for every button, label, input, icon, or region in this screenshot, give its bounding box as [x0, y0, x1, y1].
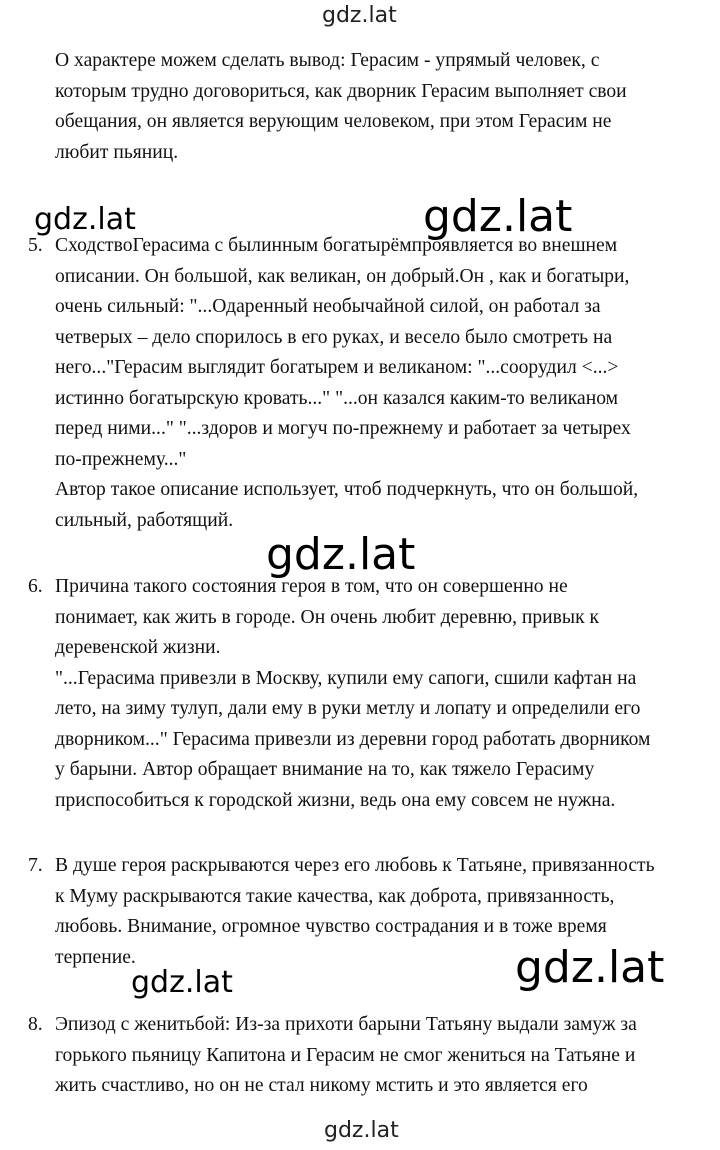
- text-line: перед ними..." "...здоров и могуч по-прежнему и работает за четырех: [55, 418, 631, 439]
- watermark-top: gdz.lat: [322, 3, 397, 28]
- text-line: истинно богатырскую кровать..." "...он казался каким-то великаном: [55, 387, 619, 409]
- item-number: 8.: [28, 1014, 43, 1035]
- watermark-mid-center: gdz.lat: [423, 191, 573, 242]
- watermark-center: gdz.lat: [266, 529, 416, 580]
- item-number: 5.: [28, 235, 43, 256]
- watermark-mid-left: gdz.lat: [34, 202, 136, 237]
- text-line: очень сильный: "...Одаренный необычайной силой, он работал за: [55, 296, 601, 317]
- intro-paragraph: [55, 46, 627, 168]
- text-line: которым трудно договориться, как дворник Герасим выполняет свои: [55, 80, 627, 102]
- text-line: горького пьяницу Капитона и Герасим не смог жениться на Татьяне и: [55, 1044, 636, 1066]
- text-line: "...Герасима привезли в Москву, купили ему сапоги, сшили кафтан на: [55, 667, 637, 689]
- text-line: Причина такого состояния героя в том, что он совершенно не: [55, 576, 568, 597]
- text-line: по-прежнему...": [55, 448, 187, 470]
- text-line: деревенской жизни.: [55, 637, 221, 658]
- text-line: терпение.: [55, 946, 136, 968]
- text-line: лето, на зиму тулуп, дали ему в руки метлу и лопату и определили его: [55, 698, 641, 719]
- text-line: Эпизод с женитьбой: Из-за прихоти барыни Татьяну выдали замуж за: [55, 1014, 637, 1035]
- text-line: приспособиться к городской жизни, ведь она ему совсем не нужна.: [55, 789, 616, 811]
- watermark-lower-left: gdz.lat: [131, 965, 233, 1000]
- text-line: любовь. Внимание, огромное чувство сострадания и в тоже время: [55, 916, 607, 937]
- watermark-bottom: gdz.lat: [324, 1118, 399, 1143]
- text-line: любит пьяниц.: [55, 141, 179, 163]
- text-line: четверых – дело спорилось в его руках, и весело было смотреть на: [55, 326, 613, 348]
- item-5-text: [55, 231, 638, 536]
- text-line: у барыни. Автор обращает внимание на то, как тяжело Герасиму: [55, 759, 595, 780]
- item-6-text: [55, 572, 650, 816]
- text-line: СходствоГерасима с былинным богатырёмпроявляется во внешнем: [55, 235, 618, 256]
- text-line: обещания, он является верующим человеком, при этом Герасим не: [55, 111, 612, 132]
- text-line: дворником..." Герасима привезли из деревни город работать дворником: [55, 728, 651, 750]
- watermark-right: gdz.lat: [515, 942, 665, 993]
- item-number: 7.: [28, 855, 43, 876]
- text-line: него..."Герасим выглядит богатырем и великаном: "...соорудил <...>: [55, 357, 619, 378]
- item-number: 6.: [28, 576, 43, 597]
- text-line: жить счастливо, но он не стал никому мстить и это является его: [55, 1075, 588, 1096]
- text-line: В душе героя раскрываются через его любовь к Татьяне, привязанность: [55, 855, 655, 876]
- text-line: к Муму раскрываются такие качества, как доброта, привязанность,: [55, 885, 615, 907]
- text-line: описании. Он большой, как великан, он добрый.Он , как и богатыри,: [55, 265, 630, 287]
- text-line: Автор такое описание использует, чтоб подчеркнуть, что он большой,: [55, 479, 639, 500]
- text-line: О характере можем сделать вывод: Герасим - упрямый человек, с: [55, 50, 600, 71]
- text-line: сильный, работящий.: [55, 509, 234, 531]
- text-line: понимает, как жить в городе. Он очень любит деревню, привык к: [55, 606, 600, 628]
- item-8-text: [55, 1010, 637, 1102]
